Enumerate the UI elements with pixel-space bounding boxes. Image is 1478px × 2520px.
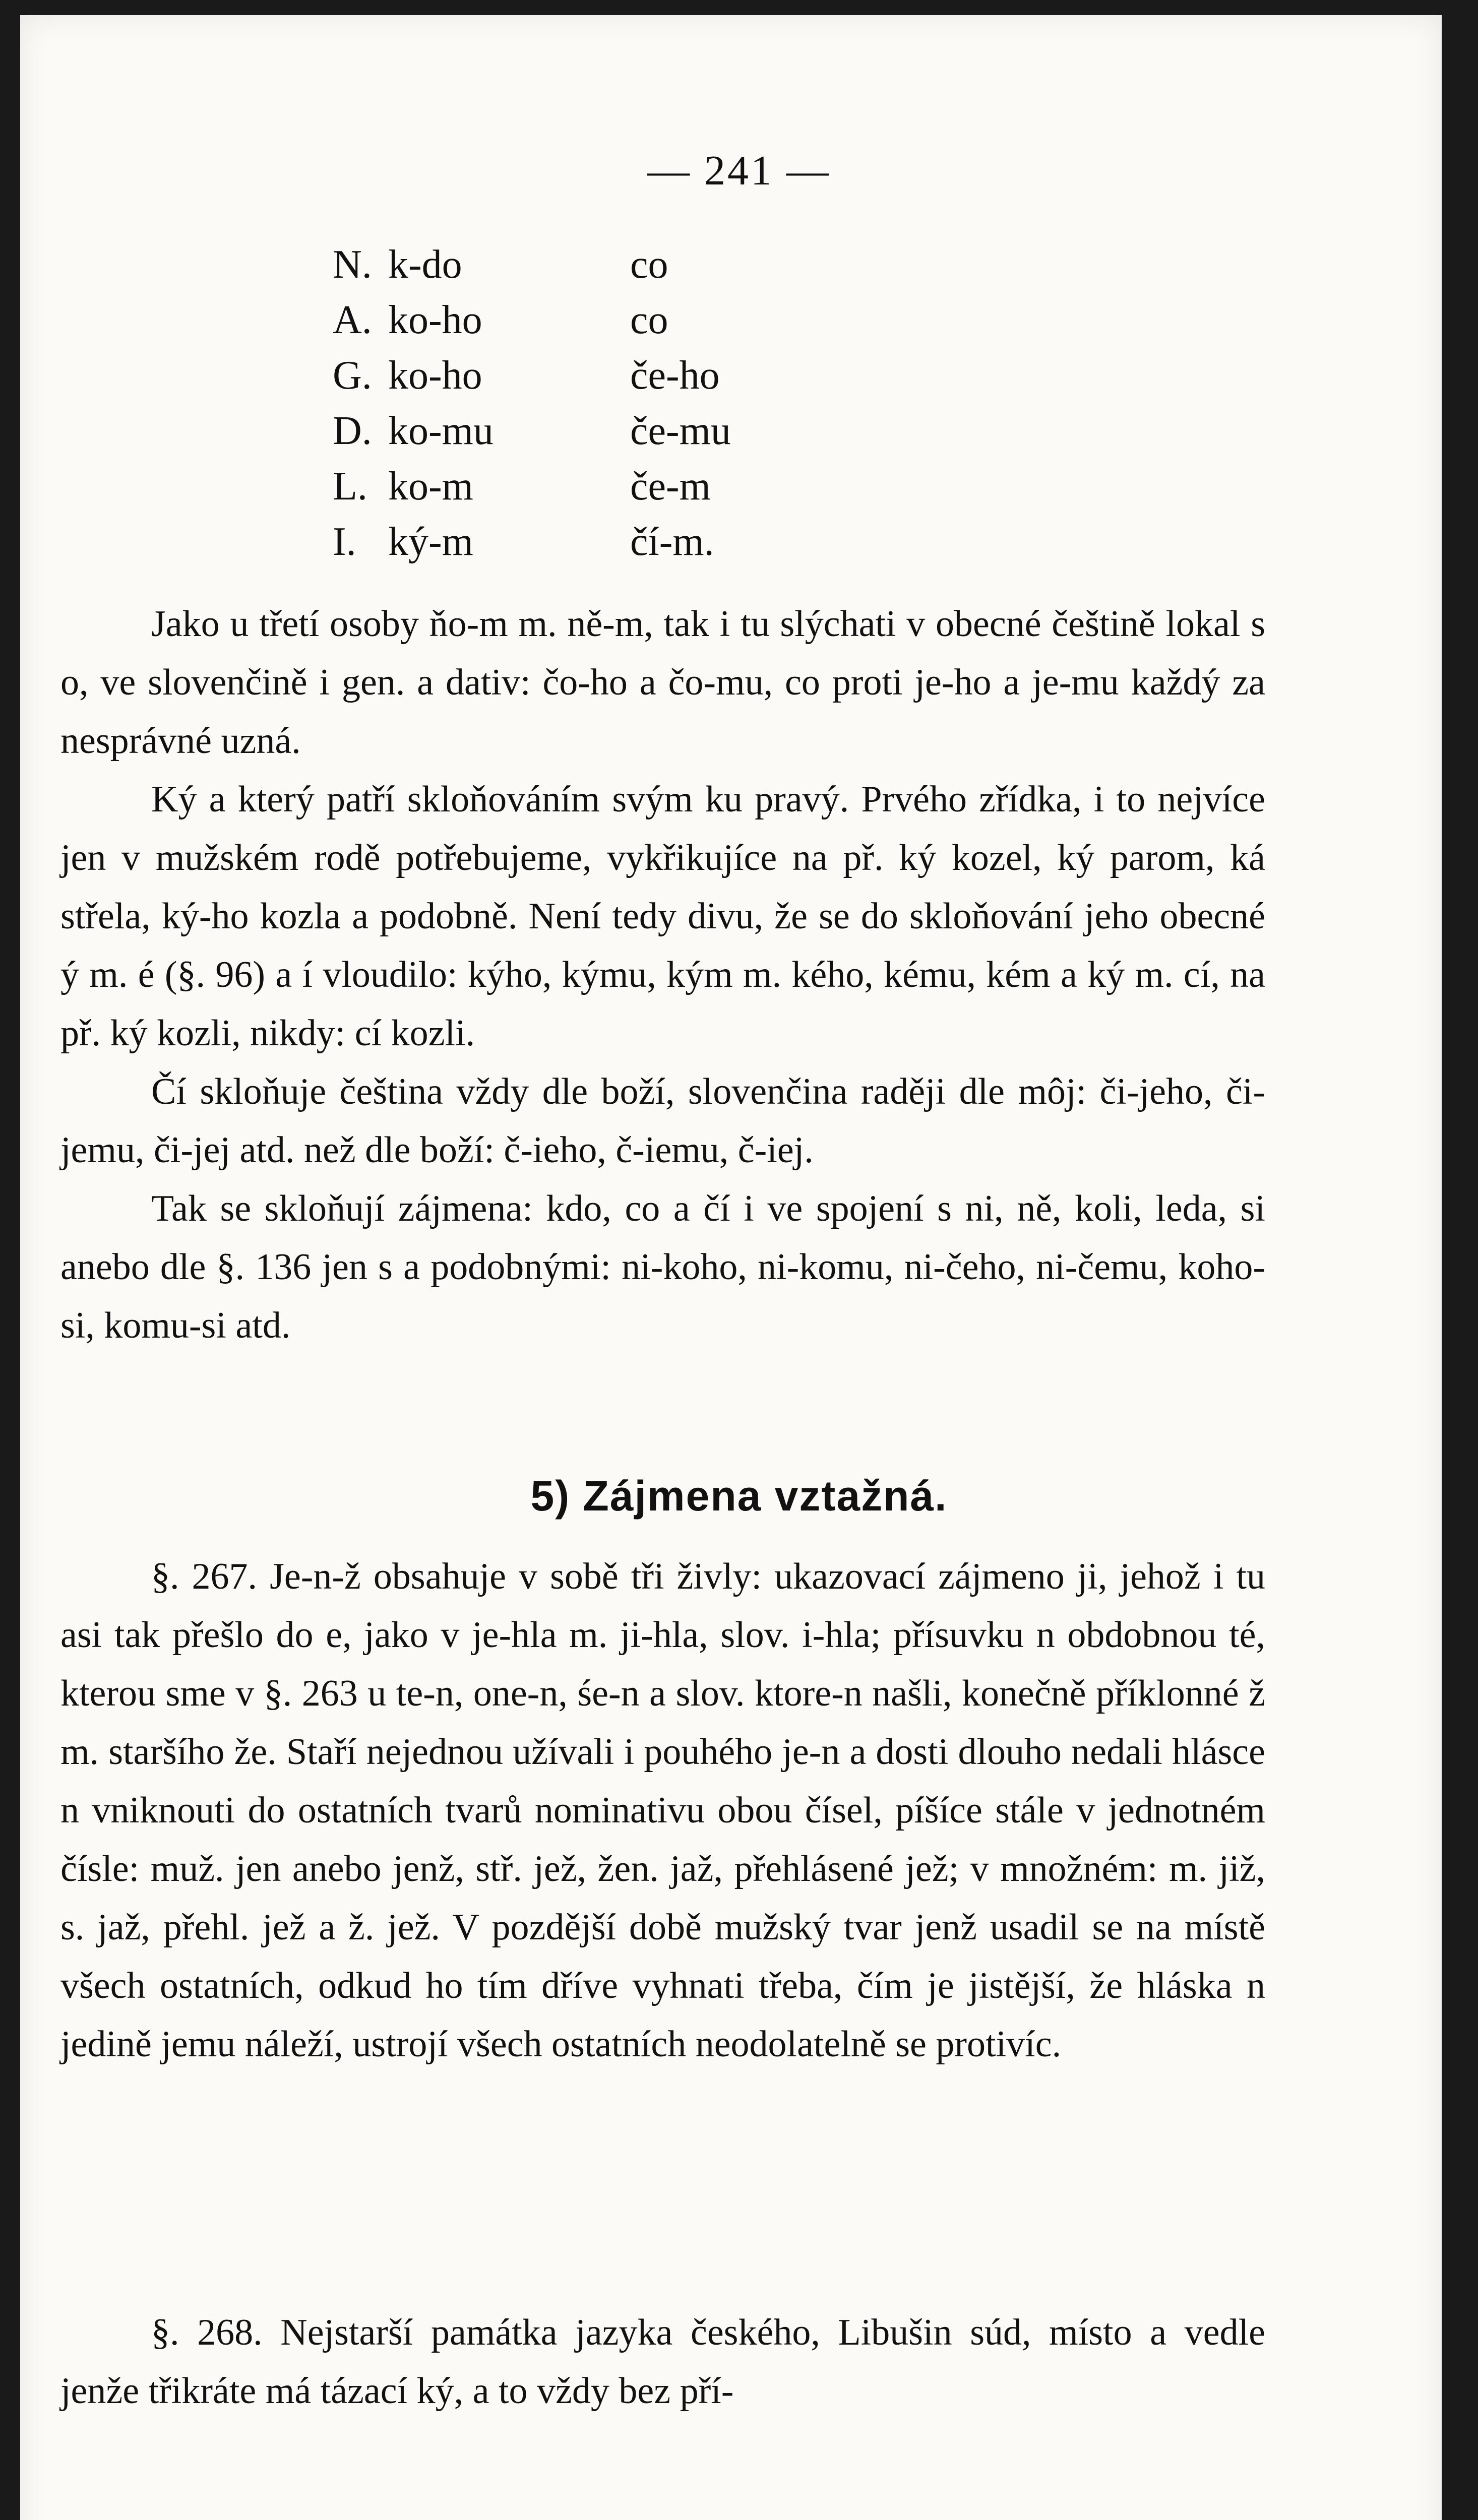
what-form: če-mu <box>630 409 731 453</box>
what-form: co <box>630 298 668 342</box>
case-label: I. <box>333 520 356 564</box>
paragraph: Tak se skloňují zájmena: kdo, co a čí i ve spojení s ni, ně, koli, leda, si anebo dle §. 136 jen s a podobnými: ni-koho, ni-komu, ni-čeho, ni-čemu, koho-si, komu-si atd. <box>60 1188 1265 1346</box>
paragraph: Čí skloňuje čeština vždy dle boží, slovenčina raději dle môj: či-jeho, či-jemu, či-jej atd. než dle boží: č-ieho, č-iemu, č-iej. <box>60 1071 1265 1171</box>
case-label: L. <box>333 464 367 509</box>
what-form: če-m <box>630 464 711 509</box>
declension-row <box>333 514 731 570</box>
who-form: k-do <box>388 242 462 287</box>
paragraph: §. 268. Nejstarší památka jazyka českého, Libušin súd, místo a vedle jenže třikráte má tázací ký, a to vždy bez pří- <box>60 2312 1265 2412</box>
paragraph: Jako u třetí osoby ňo-m m. ně-m, tak i tu slýchati v obecné češtině lokal s o, ve slovenčině i gen. a dativ: čo-ho a čo-mu, co proti je-ho a je-mu každý za nesprávné uzná. <box>60 603 1265 762</box>
case-label: A. <box>333 298 372 342</box>
who-form: ký-m <box>388 520 473 564</box>
declension-row <box>333 292 731 348</box>
case-label: D. <box>333 409 372 453</box>
declension-table <box>333 237 731 570</box>
page-number: — 241 — <box>647 147 831 194</box>
declension-row <box>333 348 731 403</box>
who-form: ko-mu <box>388 409 494 453</box>
case-label: G. <box>333 353 372 398</box>
declension-row <box>333 459 731 514</box>
paragraph: §. 267. Je-n-ž obsahuje v sobě tři živly: ukazovací zájmeno ji, jehož i tu asi tak přešlo do e, jako v je-hla m. ji-hla, slov. i-hla; přísuvku n obdobnou té, kterou sme v §. 263 u te-n, one-n, śe-n a slov. ktore-n našli, konečně příklonné ž m. staršího že. Staří nejednou užívali i pouhého je-n a dosti dlouho nedali hlásce n vniknouti do ostatních tvarů nominativu obou čísel, píšíce stále v jednotném čísle: muž. jen anebo jenž, stř. jež, žen. jaž, přehlásené jež; v množném: m. již, s. jaž, přehl. jež a ž. jež. V pozdější době mužský tvar jenž usadil se na místě všech ostatních, odkud ho tím dříve vyhnati třeba, čím je jistější, že hláska n jedině jemu náleží, ustrojí všech ostatních neodolatelně se protivíc. <box>60 1556 1265 2065</box>
section-title: 5) Zájmena vztažná. <box>530 1472 948 1520</box>
who-form: ko-m <box>388 464 473 509</box>
body-final <box>60 2303 1265 2420</box>
declension-row <box>333 403 731 459</box>
what-form: co <box>630 242 668 287</box>
body-lower <box>60 1547 1265 2073</box>
what-form: če-ho <box>630 353 720 398</box>
who-form: ko-ho <box>388 298 482 342</box>
paragraph: Ký a který patří skloňováním svým ku pravý. Prvého zřídka, i to nejvíce jen v mužském rodě potřebujeme, vykřikujíce na př. ký kozel, ký parom, ká střela, ký-ho kozla a podobně. Není tedy divu, že se do skloňování jeho obecné ý m. é (§. 96) a í vloudilo: kýho, kýmu, kým m. kého, kému, kém a ký m. cí, na př. ký kozli, nikdy: cí kozli. <box>60 779 1265 1054</box>
case-label: N. <box>333 242 372 287</box>
declension-row <box>333 237 731 292</box>
body-upper <box>60 595 1265 1355</box>
who-form: ko-ho <box>388 353 482 398</box>
what-form: čí-m. <box>630 520 714 564</box>
